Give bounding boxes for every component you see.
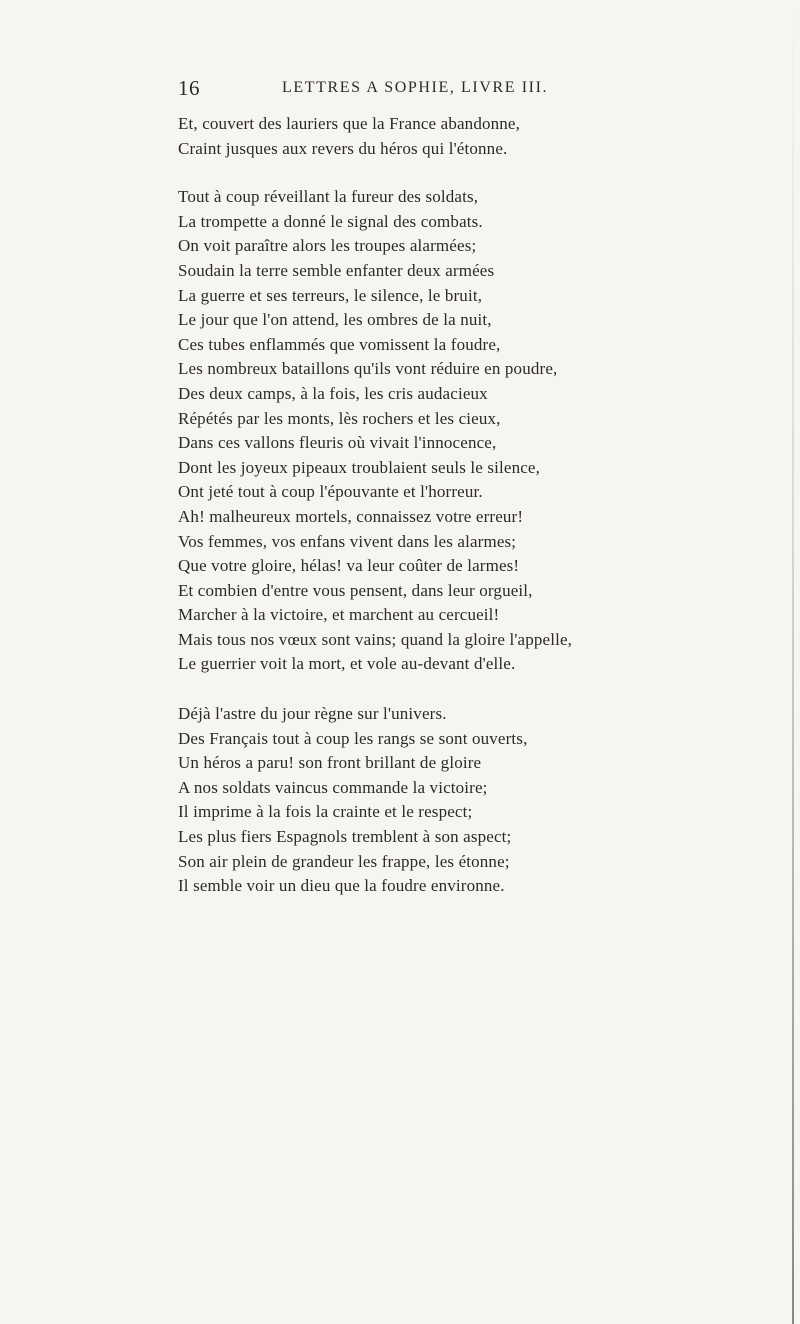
verse-line: Marcher à la victoire, et marchent au cercueil! xyxy=(178,605,500,625)
verse-line: Vos femmes, vos enfans vivent dans les alarmes; xyxy=(178,531,517,551)
verse-line: Ces tubes enflammés que vomissent la foudre, xyxy=(178,334,501,354)
verse-line: Dont les joyeux pipeaux troublaient seuls le silence, xyxy=(178,457,541,477)
verse-line: Ont jeté tout à coup l'épouvante et l'horreur. xyxy=(178,482,483,502)
verse-line: Tout à coup réveillant la fureur des soldats, xyxy=(178,187,479,207)
verse-line: Son air plein de grandeur les frappe, les étonne; xyxy=(178,851,510,871)
stanza-2 xyxy=(178,185,718,677)
running-head: LETTRES A SOPHIE, LIVRE III. xyxy=(282,79,549,96)
verse-line: A nos soldats vaincus commande la victoire; xyxy=(178,777,488,797)
verse-line: Un héros a paru! son front brillant de gloire xyxy=(178,753,482,773)
page-header xyxy=(178,76,698,106)
verse-line: Des Français tout à coup les rangs se sont ouverts, xyxy=(178,728,528,748)
verse-line: Le guerrier voit la mort, et vole au-devant d'elle. xyxy=(178,654,516,674)
verse-line: La trompette a donné le signal des combats. xyxy=(178,211,483,231)
verse-line: Déjà l'astre du jour règne sur l'univers. xyxy=(178,704,447,724)
verse-line: Dans ces vallons fleuris où vivait l'innocence, xyxy=(178,433,497,453)
verse-line: Craint jusques aux revers du héros qui l'étonne. xyxy=(178,138,508,158)
stanza-1 xyxy=(178,112,718,161)
verse-line: Ah! malheureux mortels, connaissez votre erreur! xyxy=(178,506,524,526)
verse-line: Et combien d'entre vous pensent, dans leur orgueil, xyxy=(178,580,533,600)
verse-line: Il imprime à la fois la crainte et le respect; xyxy=(178,802,473,822)
verse-line: Les nombreux bataillons qu'ils vont réduire en poudre, xyxy=(178,359,558,379)
page-number: 16 xyxy=(178,76,200,100)
page-edge-shadow xyxy=(792,0,794,1324)
verse-line: Les plus fiers Espagnols tremblent à son aspect; xyxy=(178,827,512,847)
verse-line: Mais tous nos vœux sont vains; quand la gloire l'appelle, xyxy=(178,629,573,649)
verse-line: Le jour que l'on attend, les ombres de la nuit, xyxy=(178,310,492,330)
verse-line: Des deux camps, à la fois, les cris audacieux xyxy=(178,383,488,403)
verse-line: On voit paraître alors les troupes alarmées; xyxy=(178,236,477,256)
poem-body xyxy=(178,112,718,899)
verse-line: La guerre et ses terreurs, le silence, le bruit, xyxy=(178,285,483,305)
verse-line: Et, couvert des lauriers que la France abandonne, xyxy=(178,114,521,133)
stanza-3 xyxy=(178,702,718,899)
verse-line: Répétés par les monts, lès rochers et les cieux, xyxy=(178,408,501,428)
verse-line: Soudain la terre semble enfanter deux armées xyxy=(178,260,495,280)
verse-line: Il semble voir un dieu que la foudre environne. xyxy=(178,876,505,896)
verse-line: Que votre gloire, hélas! va leur coûter de larmes! xyxy=(178,556,520,576)
